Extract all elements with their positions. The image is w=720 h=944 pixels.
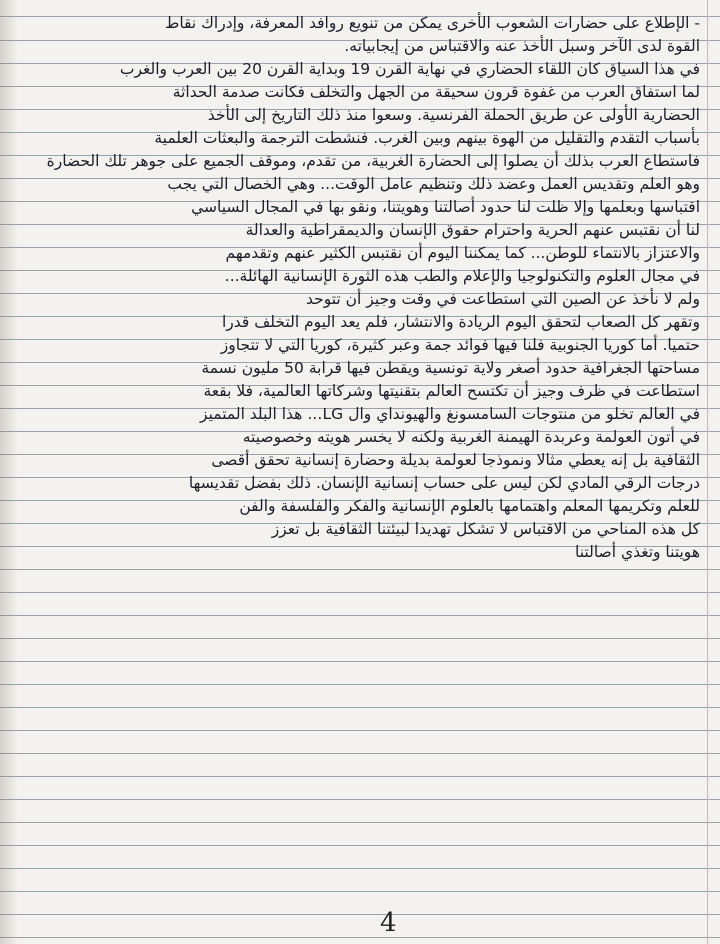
text-line: الحضارية الأولى عن طريق الحملة الفرنسية. وسعوا منذ ذلك التاريخ إلى الأخذ [207, 106, 700, 124]
page-number: 4 [380, 908, 397, 938]
text-line: القوة لدى الآخر وسبل الأخذ عنه والاقتباس من إيجابياته. [344, 37, 700, 55]
text-line: لنا أن نقتبس عنهم الحرية واحترام حقوق الإنسان والديمقراطية والعدالة [245, 221, 700, 239]
text-line: كل هذه المناحي من الاقتباس لا تشكل تهديدا لبيئتنا الثقافية بل تعزز [271, 520, 700, 538]
text-line: مساحتها الجغرافية حدود أصغر ولاية تونسية ويقطن فيها قرابة 50 مليون نسمة [201, 359, 700, 377]
text-line: ولم لا نأخذ عن الصين التي استطاعت في وقت وجيز أن تتوحد [306, 290, 700, 308]
text-line: - الإطلاع على حضارات الشعوب الأخرى يمكن من تنويع روافد المعرفة، وإدراك نقاط [164, 14, 700, 32]
text-line: في أتون العولمة وعربدة الهيمنة الغربية ولكنه لا يخسر هويته وخصوصيته [242, 428, 700, 446]
text-line: الثقافية بل إنه يعطي مثالا ونموذجا لعولمة بديلة وحضارة إنسانية تحقق أقصى [211, 451, 700, 469]
text-line: وهو العلم وتقديس العمل وعضد ذلك وتنظيم عامل الوقت... وهي الخصال التي يجب [167, 175, 700, 193]
handwritten-text-block [22, 12, 700, 564]
text-line: في هذا السياق كان اللقاء الحضاري في نهاية القرن 19 وبداية القرن 20 بين العرب والغرب [119, 60, 700, 78]
text-line: استطاعت في ظرف وجيز أن تكتسح العالم بتقنيتها وشركاتها العالمية، فلا بقعة [203, 382, 700, 400]
text-line: بأسباب التقدم والتقليل من الهوة بينهم وبين الغرب. فنشطت الترجمة والبعثات العلمية [154, 129, 700, 147]
text-line: اقتباسها وبعلمها وإلا ظلت لنا حدود أصالتنا وهويتنا، ونقو بها في المجال السياسي [191, 198, 700, 216]
text-line: لما استفاق العرب من غفوة قرون سحيقة من الجهل والتخلف فكانت صدمة الحداثة [172, 83, 700, 101]
text-line: هويتنا وتغذي أصالتنا [575, 543, 700, 561]
text-line: للعلم وتكريمها المعلم واهتمامها بالعلوم الإنسانية والفكر والفلسفة والفن [239, 497, 700, 515]
margin-line [707, 0, 708, 944]
page-edge-shadow [0, 0, 18, 944]
text-line: وتقهر كل الصعاب لتحقق اليوم الريادة والانتشار، فلم يعد اليوم التخلف قدرا [221, 313, 700, 331]
text-line: والاعتزاز بالانتماء للوطن... كما يمكننا اليوم أن نقتبس الكثير عنهم وتقدمهم [225, 244, 700, 262]
text-line: فاستطاع العرب بذلك أن يصلوا إلى الحضارة الغربية، من تقدم، وموقف الجميع على جوهر تلك الحضارة [46, 152, 700, 170]
text-line: درجات الرقي المادي لكن ليس على حساب إنسانية الإنسان. ذلك بفضل تقديسها [188, 474, 700, 492]
text-line: في مجال العلوم والتكنولوجيا والإعلام والطب هذه الثورة الإنسانية الهائلة... [224, 267, 700, 285]
text-line: حتميا. أما كوريا الجنوبية فلنا فيها فوائد جمة وعبر كثيرة، كوريا التي لا تتجاوز [220, 336, 700, 354]
text-line: في العالم تخلو من منتوجات السامسونغ والهيونداي وال LG... هذا البلد المتميز [200, 405, 700, 423]
